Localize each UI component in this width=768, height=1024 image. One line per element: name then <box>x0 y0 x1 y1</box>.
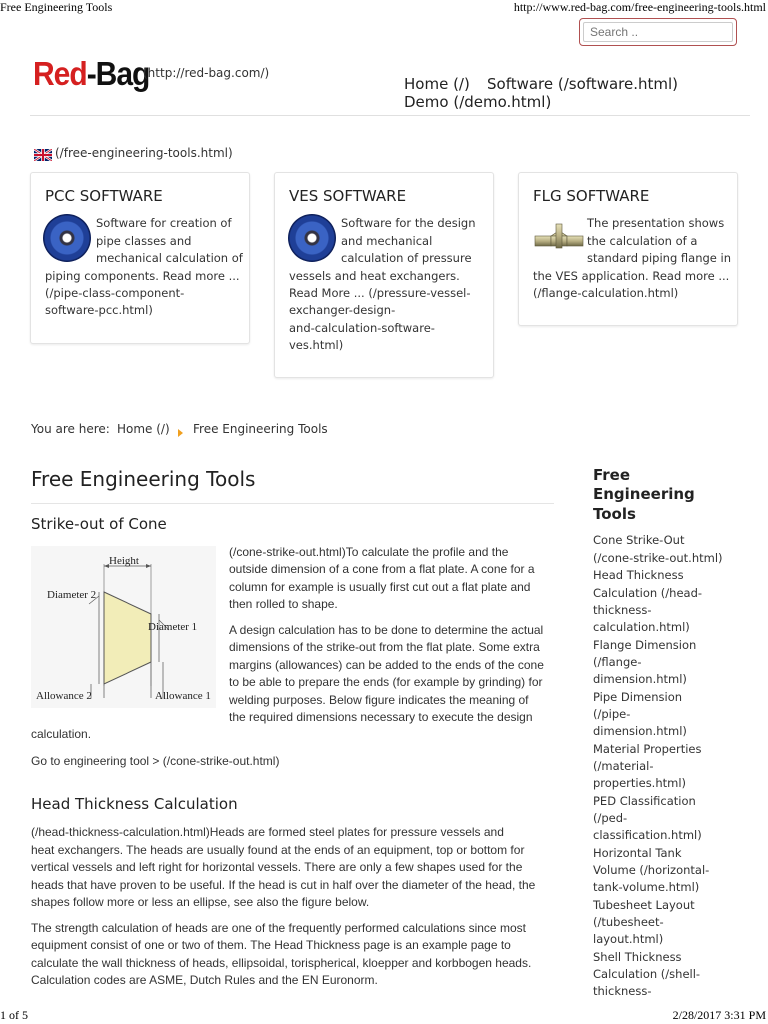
card-pcc-line: Software for creation of <box>96 216 232 230</box>
sidebar-item-head-thickness[interactable]: Calculation (/head- <box>593 586 703 600</box>
cone-para2-line: the required dimensions necessary to execute the design <box>229 710 533 724</box>
sidebar-item-material-properties[interactable]: Material Properties <box>593 742 702 756</box>
card-ves-line: and mechanical <box>341 234 433 248</box>
sidebar-item-material-properties[interactable]: properties.html) <box>593 776 687 790</box>
cone-para2-line: margins (allowances) can be added to the ends of the cone <box>229 658 544 672</box>
sidebar-item-tubesheet-layout[interactable]: Tubesheet Layout <box>593 898 695 912</box>
uk-flag-icon[interactable] <box>34 148 52 160</box>
sidebar-item-ped-classification[interactable]: (/ped- <box>593 811 628 825</box>
flange-icon <box>533 222 585 250</box>
head-para1-line[interactable]: (/head-thickness-calculation.html)Heads are formed steel plates for pressure vessels and <box>31 825 504 839</box>
head-para2-line: calculate the wall thickness of heads, ellipsoidal, torispherical, kloepper and korbbogen heads. <box>31 956 532 970</box>
cone-para2-line: A design calculation has to be done to determine the actual <box>229 623 544 637</box>
sidebar-title: Free <box>593 466 631 484</box>
card-pcc-line: pipe classes and <box>96 234 192 248</box>
card-pcc-line[interactable]: piping components. Read more ... <box>45 269 240 283</box>
page-title: Free Engineering Tools <box>31 467 256 491</box>
card-ves-line: calculation of pressure <box>341 251 472 265</box>
card-pcc-link[interactable]: software-pcc.html) <box>45 303 153 317</box>
card-flg-line: The presentation shows <box>587 216 725 230</box>
print-page-number: 1 of 5 <box>0 1008 28 1022</box>
cone-para2-tail: calculation. <box>31 727 92 741</box>
breadcrumb-home[interactable]: Home (/) <box>117 422 170 436</box>
card-ves-link[interactable]: exchanger-design- <box>289 303 396 317</box>
sidebar-item-pipe-dimension[interactable]: Pipe Dimension <box>593 690 683 704</box>
cone-strike-out-figure <box>31 546 216 708</box>
nav-home[interactable]: Home (/) <box>404 75 470 93</box>
head-para1-line: vertical vessels and left right for horizontal vessels. There are only a few shapes used for the <box>31 860 523 874</box>
cone-para2-line: dimensions of the strike-out from the flat plate. Some extra <box>229 640 540 654</box>
head-para2-line: The strength calculation of heads are one of the frequently performed calculations since most <box>31 921 526 935</box>
sidebar-item-flange-dimension[interactable]: (/flange- <box>593 655 642 669</box>
breadcrumb-current: Free Engineering Tools <box>193 422 328 436</box>
sidebar-item-head-thickness[interactable]: Head Thickness <box>593 568 684 582</box>
red-bag-logo[interactable] <box>33 56 149 94</box>
cone-para1-line[interactable]: (/cone-strike-out.html)To calculate the profile and the <box>229 545 509 559</box>
title-divider <box>31 503 554 504</box>
print-page-title: Free Engineering Tools <box>0 0 113 14</box>
breadcrumb-prefix: You are here: <box>31 422 110 436</box>
sidebar-item-ped-classification[interactable]: PED Classification <box>593 794 696 808</box>
card-flg-link[interactable]: (/flange-calculation.html) <box>533 286 679 300</box>
cone-para1-line: then rolled to shape. <box>229 597 338 611</box>
cone-tool-link[interactable]: Go to engineering tool > (/cone-strike-out.html) <box>31 754 280 768</box>
cone-para1-line: column for example is usually first cut out a flat plate and <box>229 580 531 594</box>
sidebar-item-horizontal-tank-volume[interactable]: Horizontal Tank <box>593 846 682 860</box>
cone-para2-line: welding purposes. Below figure indicates the meaning of <box>229 693 529 707</box>
sidebar-item-tubesheet-layout[interactable]: (/tubesheet- <box>593 915 664 929</box>
figure-label-allowance1: Allowance 1 <box>155 690 211 702</box>
sidebar-title: Tools <box>593 505 636 523</box>
card-ves-link[interactable]: Read More ... (/pressure-vessel- <box>289 286 471 300</box>
card-pcc-link[interactable]: (/pipe-class-component- <box>45 286 185 300</box>
card-flg-line: the calculation of a <box>587 234 698 248</box>
figure-label-diameter2: Diameter 2 <box>47 589 97 601</box>
card-flg-line: standard piping flange in <box>587 251 731 265</box>
sidebar-item-horizontal-tank-volume[interactable]: tank-volume.html) <box>593 880 700 894</box>
head-para1-line: heat exchangers. The heads are usually found at the ends of an equipment, top or bottom for <box>31 843 525 857</box>
head-para1-line: heads that have proven to be useful. If the head is cut in half over the diameter of the head, the <box>31 878 536 892</box>
nav-demo[interactable]: Demo (/demo.html) <box>404 93 552 111</box>
card-flg-title[interactable]: FLG SOFTWARE <box>533 187 650 205</box>
head-para1-line: shapes follow more or less an ellipse, see also the figure below. <box>31 895 370 909</box>
sidebar-item-cone-strike-out[interactable]: (/cone-strike-out.html) <box>593 551 723 565</box>
search-box <box>579 18 737 46</box>
sidebar-item-head-thickness[interactable]: thickness- <box>593 603 652 617</box>
sidebar-item-material-properties[interactable]: (/material- <box>593 759 654 773</box>
sidebar-item-cone-strike-out[interactable]: Cone Strike-Out <box>593 533 685 547</box>
figure-label-diameter1: Diameter 1 <box>148 621 198 633</box>
sidebar-item-ped-classification[interactable]: classification.html) <box>593 828 702 842</box>
header-divider <box>30 115 750 116</box>
card-ves-link[interactable]: and-calculation-software- <box>289 321 435 335</box>
cone-para1-line: outside dimension of a cone from a flat plate. A cone for a <box>229 562 535 576</box>
sidebar-item-head-thickness[interactable]: calculation.html) <box>593 620 690 634</box>
chevron-right-icon <box>177 425 185 435</box>
sidebar-item-flange-dimension[interactable]: dimension.html) <box>593 672 687 686</box>
logo-link-text[interactable]: (http://red-bag.com/) <box>143 66 270 80</box>
sidebar-item-flange-dimension[interactable]: Flange Dimension <box>593 638 697 652</box>
card-flg-line[interactable]: the VES application. Read more ... <box>533 269 730 283</box>
section-heading-head-thickness: Head Thickness Calculation <box>31 795 238 813</box>
card-ves-link[interactable]: ves.html) <box>289 338 344 352</box>
sidebar-item-tubesheet-layout[interactable]: layout.html) <box>593 932 664 946</box>
sidebar-item-shell-thickness[interactable]: Calculation (/shell- <box>593 967 701 981</box>
nav-software[interactable]: Software (/software.html) <box>487 75 679 93</box>
section-heading-cone: Strike-out of Cone <box>31 515 167 533</box>
search-input[interactable] <box>583 22 733 42</box>
card-ves-line: Software for the design <box>341 216 476 230</box>
logo-part-red: Red <box>33 56 87 93</box>
sidebar-item-pipe-dimension[interactable]: dimension.html) <box>593 724 687 738</box>
card-ves-title[interactable]: VES SOFTWARE <box>289 187 407 205</box>
cd-disc-icon <box>288 214 336 262</box>
language-link[interactable]: (/free-engineering-tools.html) <box>55 146 233 160</box>
cd-disc-icon <box>43 214 91 262</box>
card-pcc-line: mechanical calculation of <box>96 251 243 265</box>
head-para2-line: Calculation codes are ASME, Dutch Rules and the EN Euronorm. <box>31 973 378 987</box>
head-para2-line: equipment consist of one or two of them. The Head Thickness page is an example page to <box>31 938 511 952</box>
print-datetime: 2/28/2017 3:31 PM <box>672 1008 766 1022</box>
sidebar-title: Engineering <box>593 485 695 503</box>
sidebar-item-shell-thickness[interactable]: thickness- <box>593 984 652 998</box>
card-pcc-title[interactable]: PCC SOFTWARE <box>45 187 163 205</box>
cone-para2-line: to be able to prepare the ends (for example by grinding) for <box>229 675 543 689</box>
sidebar-item-shell-thickness[interactable]: Shell Thickness <box>593 950 682 964</box>
card-ves-line: vessels and heat exchangers. <box>289 269 460 283</box>
print-page-url: http://www.red-bag.com/free-engineering-tools.html <box>513 0 766 14</box>
figure-label-height: Height <box>109 555 139 567</box>
sidebar-item-horizontal-tank-volume[interactable]: Volume (/horizontal- <box>593 863 710 877</box>
figure-label-allowance2: Allowance 2 <box>36 690 92 702</box>
logo-part-dark: -Bag <box>86 56 150 93</box>
sidebar-item-pipe-dimension[interactable]: (/pipe- <box>593 707 631 721</box>
